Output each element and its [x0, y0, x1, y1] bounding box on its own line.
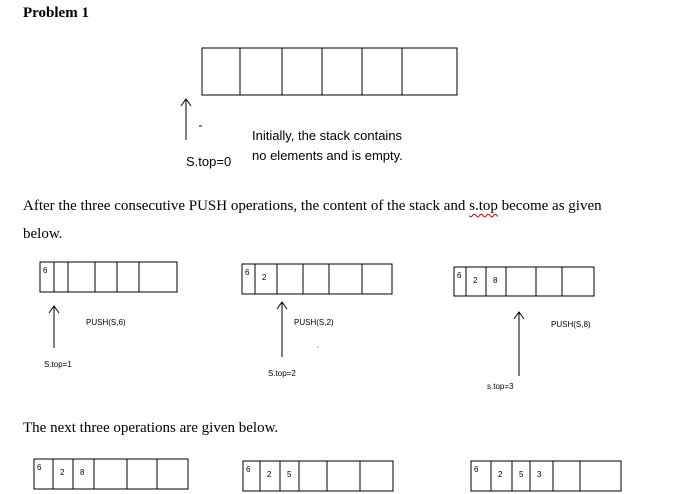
push-op-label-3: PUSH(S,8) [551, 320, 591, 329]
stack-cell-value: 5 [519, 470, 524, 479]
stack-cell [402, 48, 457, 95]
stack-cell-value: 6 [245, 268, 250, 277]
push-op-label-1: PUSH(S,6) [86, 318, 126, 327]
stack-cell-value: 2 [498, 470, 503, 479]
problem-heading: Problem 1 [23, 5, 89, 21]
description-underlined: s.top [469, 198, 498, 214]
stack-cell [580, 461, 621, 491]
stack-cell [362, 264, 392, 294]
stack-cell [329, 264, 362, 294]
description-after: become as given [497, 198, 602, 214]
initial-top-label: S.top=0 [186, 154, 232, 169]
stack-cell [536, 267, 562, 296]
next-stacks [34, 459, 621, 491]
stack-cell [157, 459, 188, 489]
stack-cell [327, 461, 360, 491]
next-stack-3 [471, 461, 621, 491]
stack-cell-value: 6 [43, 266, 48, 275]
stack-cell-value: 2 [267, 470, 272, 479]
initial-stack [202, 48, 457, 95]
stack-cell [299, 461, 327, 491]
push-arrow-3 [514, 312, 524, 376]
push-description-line2: below. [23, 226, 63, 242]
stack-cell [139, 262, 177, 292]
stack-cell [362, 48, 402, 95]
stack-cell [282, 48, 322, 95]
push-op-label-2: PUSH(S,2) [294, 318, 334, 327]
stack-cell-value: 8 [493, 276, 498, 285]
next-operations-text: The next three operations are given below. [23, 420, 279, 436]
stack-cell-value: 2 [473, 276, 478, 285]
stack-cell-value: 2 [60, 468, 65, 477]
stack-cell [117, 262, 139, 292]
stack-cell [303, 264, 329, 294]
stack-cell [202, 48, 240, 95]
stack-cell-value: 6 [457, 271, 462, 280]
stack-cell [68, 262, 95, 292]
stray-dot [317, 346, 318, 347]
initial-note-line2: no elements and is empty. [252, 148, 403, 163]
stack-cell-value: 8 [80, 468, 85, 477]
push-stack-3 [454, 267, 594, 296]
push-stack-2 [242, 264, 392, 294]
initial-note-line1: Initially, the stack contains [252, 128, 403, 143]
next-stack-2 [243, 461, 393, 491]
description-before: After the three consecutive PUSH operations, the content of the stack and [23, 198, 470, 214]
stack-cell [277, 264, 303, 294]
stack-cell [94, 459, 127, 489]
stack-cell [95, 262, 117, 292]
stack-cell-value: 6 [474, 465, 479, 474]
stack-cell [127, 459, 157, 489]
push-arrows [49, 302, 524, 376]
stack-cell-value: 6 [246, 465, 251, 474]
push-stacks [40, 262, 594, 296]
stack-cell [530, 461, 553, 491]
stack-cell [322, 48, 362, 95]
stack-cell [562, 267, 594, 296]
push-top-label-2: S.top=2 [268, 369, 296, 378]
push-top-label-1: S.top=1 [44, 360, 72, 369]
stack-cell [240, 48, 282, 95]
initial-top-arrow [181, 99, 202, 140]
push-arrow-2 [277, 302, 287, 357]
stack-cell-value: 2 [262, 273, 267, 282]
push-description [23, 198, 602, 215]
stack-cell [506, 267, 536, 296]
push-arrow-1 [49, 306, 59, 348]
stack-cell-value: 3 [537, 470, 542, 479]
stack-cell-value: 5 [287, 470, 292, 479]
stack-cell [553, 461, 580, 491]
stack-cell-value: 6 [37, 463, 42, 472]
push-stack-1 [40, 262, 177, 292]
stack-cell [360, 461, 393, 491]
push-top-label-3: s.top=3 [487, 382, 514, 391]
next-stack-1 [34, 459, 188, 489]
stack-cell [54, 262, 68, 292]
